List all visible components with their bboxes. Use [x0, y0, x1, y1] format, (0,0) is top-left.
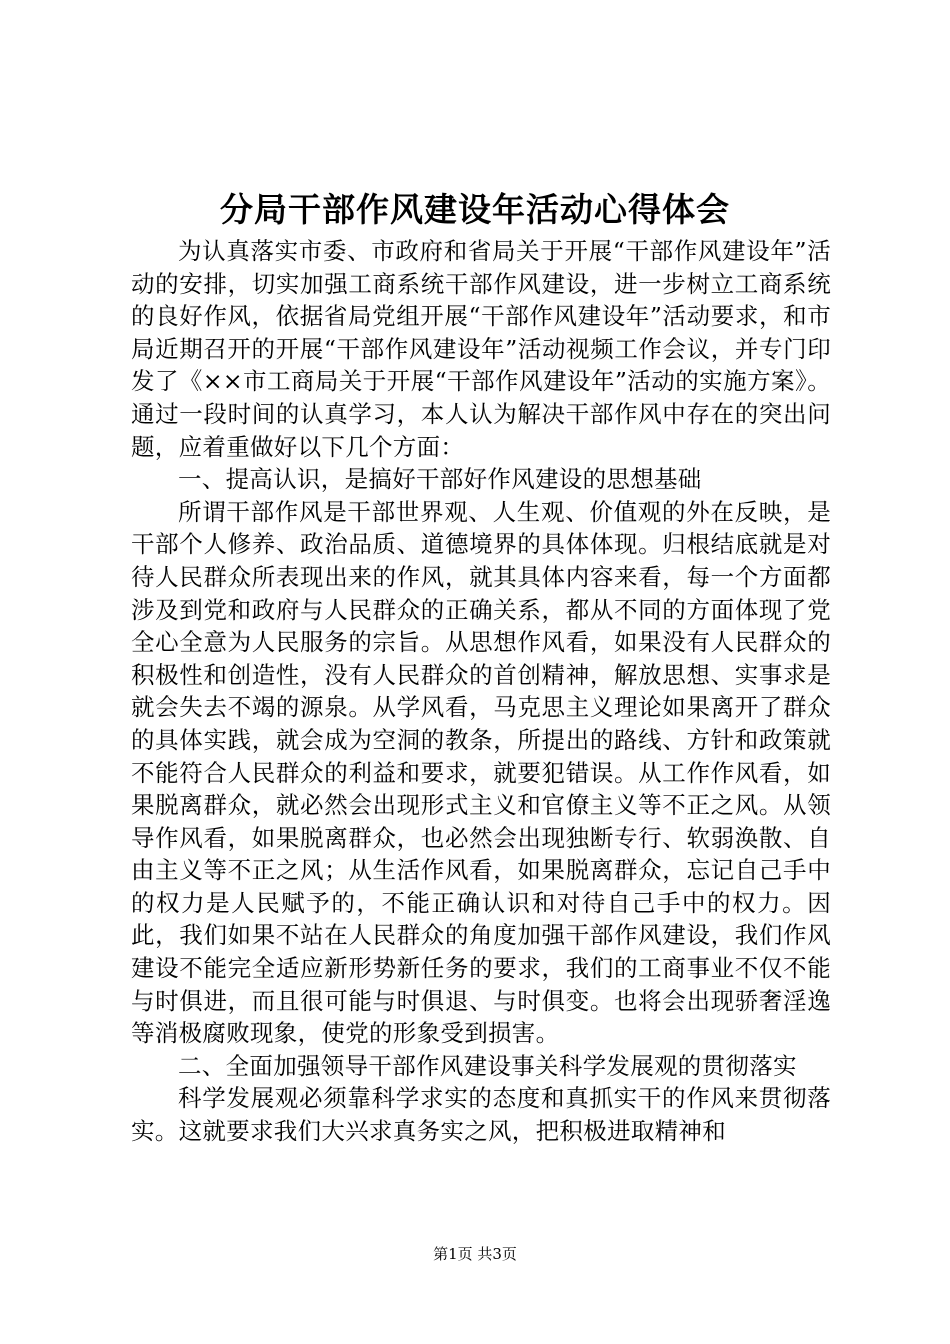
section-1-paragraph: 所谓干部作风是干部世界观、人生观、价值观的外在反映，是干部个人修养、政治品质、道德境界的具体体现。归根结底就是对待人民群众所表现出来的作风，就其具体内容来看，每一个方面都涉及到党和政府与人民群众的正确关系，都从不同的方面体现了党全心全意为人民服务的宗旨。从思想作风看，如果没有人民群众的积极性和创造性，没有人民群众的首创精神，解放思想、实事求是就会失去不竭的源泉。从学风看，马克思主义理论如果离开了群众的具体实践，就会成为空洞的教条，所提出的路线、方针和政策就不能符合人民群众的利益和要求，就要犯错误。从工作作风看，如果脱离群众，就必然会出现形式主义和官僚主义等不正之风。从领导作风看，如果脱离群众，也必然会出现独断专行、软弱涣散、自由主义等不正之风；从生活作风看，如果脱离群众，忘记自己手中的权力是人民赋予的，不能正确认识和对待自己手中的权力。因此，我们如果不站在人民群众的角度加强干部作风建设，我们作风建设不能完全适应新形势新任务的要求，我们的工商事业不仅不能与时俱进，而且很可能与时俱退、与时俱变。也将会出现骄奢淫逸等消极腐败现象，使党的形象受到损害。: [131, 497, 831, 1048]
document-body: [131, 235, 831, 1148]
intro-paragraph: 为认真落实市委、市政府和省局关于开展“干部作风建设年”活动的安排，切实加强工商系统干部作风建设，进一步树立工商系统的良好作风，依据省局党组开展“干部作风建设年”活动要求，和市局近期召开的开展“干部作风建设年”活动视频工作会议，并专门印发了《××市工商局关于开展“干部作风建设年”活动的实施方案》。通过一段时间的认真学习，本人认为解决干部作风中存在的突出问题，应着重做好以下几个方面：: [131, 237, 831, 461]
page-footer: 第1页 共3页: [433, 1245, 517, 1263]
section-2-paragraph: 科学发展观必须靠科学求实的态度和真抓实干的作风来贯彻落实。这就要求我们大兴求真务实之风，把积极进取精神和: [131, 1084, 831, 1146]
document-title: 分局干部作风建设年活动心得体会: [220, 190, 730, 229]
section-heading-1: 一、提高认识，是搞好干部好作风建设的思想基础: [178, 465, 702, 494]
section-heading-2: 二、全面加强领导干部作风建设事关科学发展观的贯彻落实: [178, 1051, 797, 1080]
